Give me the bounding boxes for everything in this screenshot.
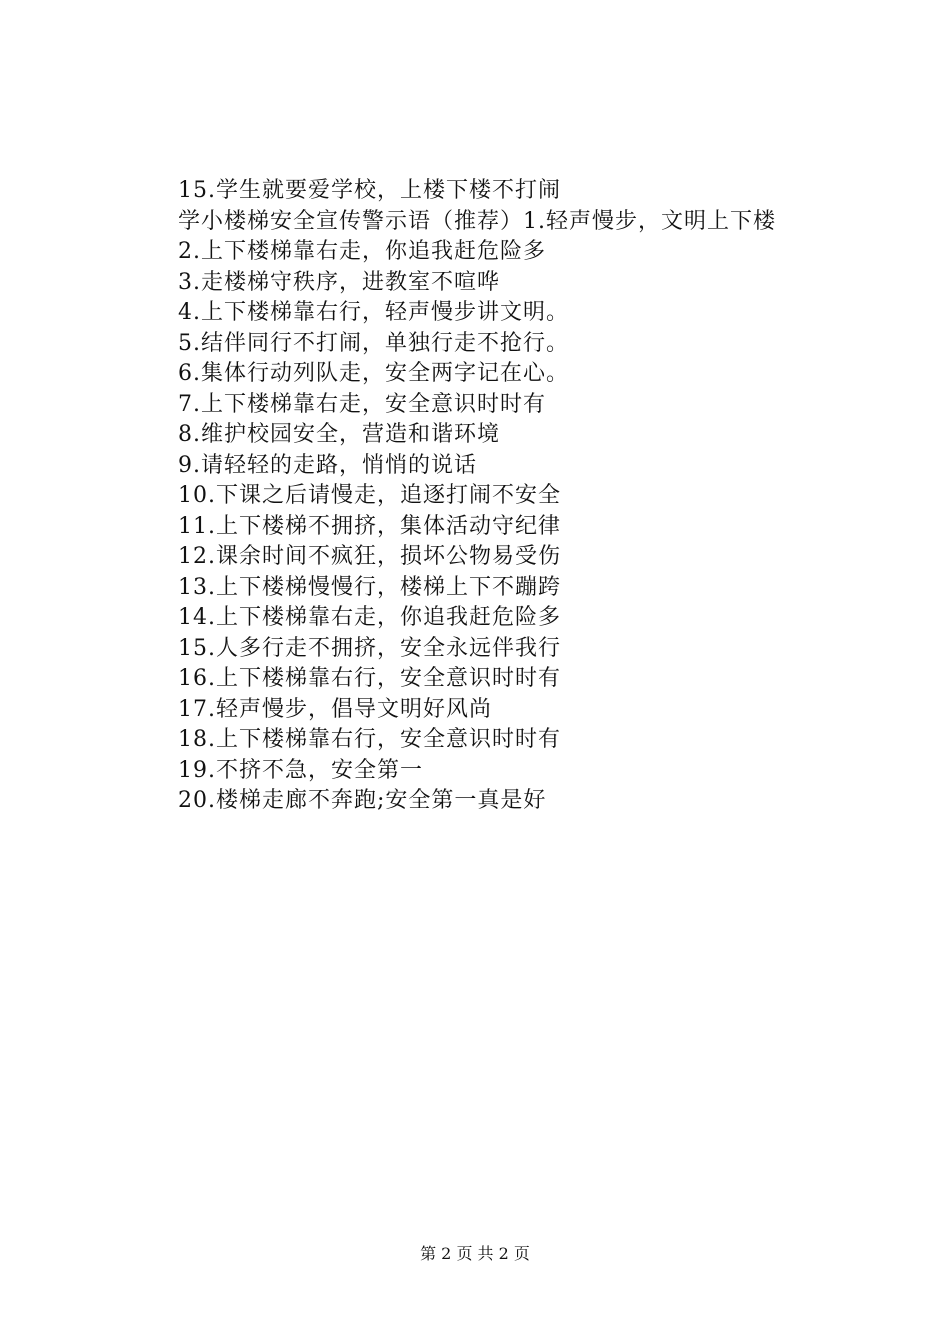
list-item: 9.请轻轻的走路，悄悄的说话 (178, 452, 477, 478)
list-item: 16.上下楼梯靠右行，安全意识时时有 (178, 666, 561, 691)
list-item: 13.上下楼梯慢慢行，楼梯上下不蹦跨 (178, 574, 561, 600)
list-item: 3.走楼梯守秩序，进教室不喧哗 (178, 269, 500, 295)
list-item: 19.不挤不急，安全第一 (178, 757, 423, 783)
list-item: 15.人多行走不拥挤，安全永远伴我行 (178, 635, 561, 661)
list-item: 17.轻声慢步，倡导文明好风尚 (178, 696, 492, 722)
slogan-list (130, 237, 840, 817)
list-item: 8.维护校园安全，营造和谐环境 (178, 422, 500, 447)
list-item: 14.上下楼梯靠右走，你追我赶危险多 (178, 605, 561, 630)
page-footer: 第 2 页 共 2 页 (420, 1244, 530, 1263)
list-item: 7.上下楼梯靠右走，安全意识时时有 (178, 391, 546, 417)
list-item: 20.楼梯走廊不奔跑;安全第一真是好 (178, 788, 547, 813)
list-item: 5.结伴同行不打闹，单独行走不抢行。 (178, 330, 569, 356)
list-item: 6.集体行动列队走，安全两字记在心。 (178, 361, 569, 386)
list-item: 18.上下楼梯靠右行，安全意识时时有 (178, 727, 561, 752)
document-body (130, 176, 840, 817)
text-line: 15.学生就要爱学校，上楼下楼不打闹 (178, 178, 561, 203)
list-item: 4.上下楼梯靠右行，轻声慢步讲文明。 (178, 300, 569, 325)
list-item: 2.上下楼梯靠右走，你追我赶危险多 (178, 239, 546, 264)
list-item: 12.课余时间不疯狂，损坏公物易受伤 (178, 544, 561, 569)
heading-paragraph: 学小楼梯安全宣传警示语（推荐）1.轻声慢步，文明上下楼 (178, 208, 776, 234)
list-item: 11.上下楼梯不拥挤，集体活动守纪律 (178, 513, 561, 539)
list-item: 10.下课之后请慢走，追逐打闹不安全 (178, 483, 561, 508)
